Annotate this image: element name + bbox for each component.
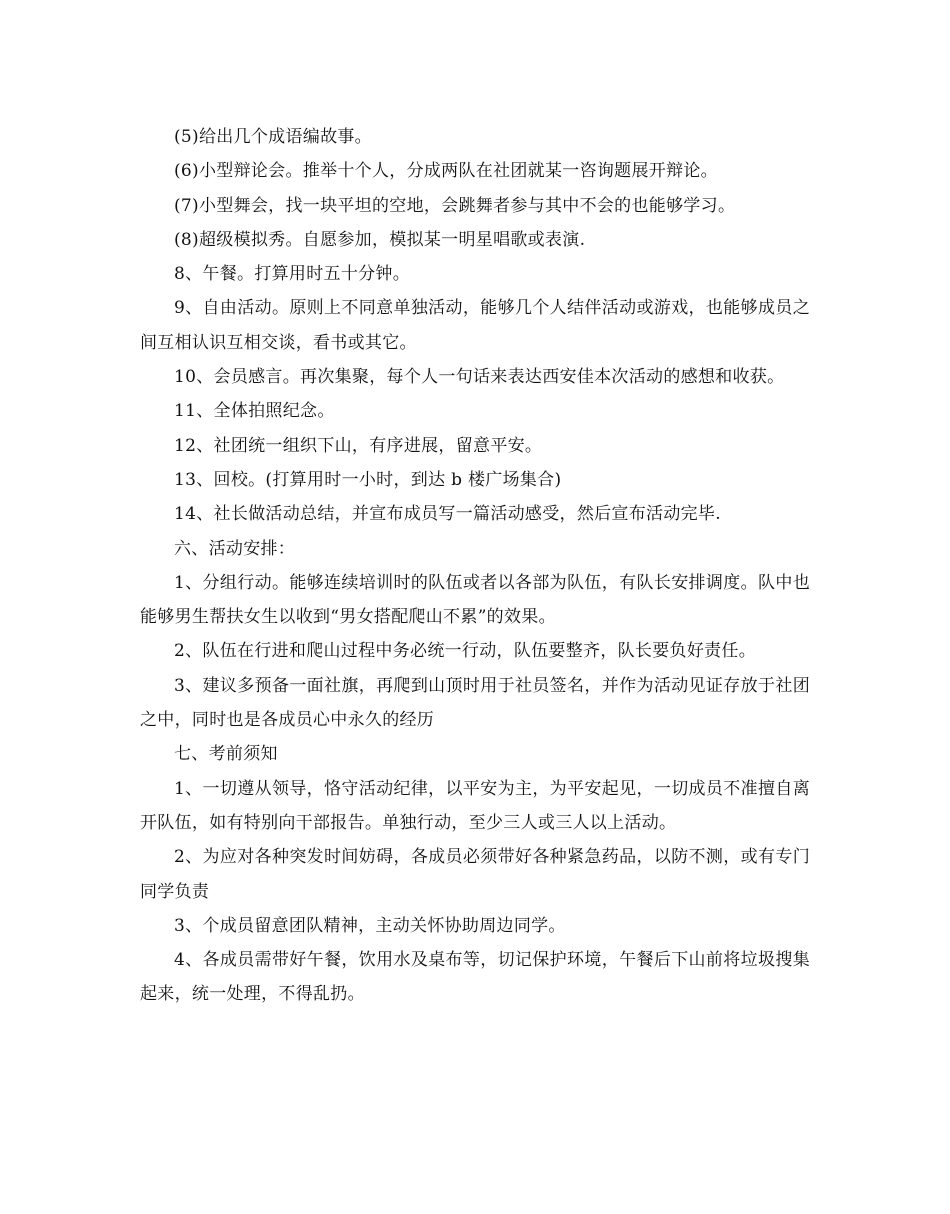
document-body [140,120,810,1012]
paragraph-group-photo: 11、全体拍照纪念。 [174,401,335,422]
paragraph-team-spirit: 3、个成员留意团队精神，主动关怀协助周边同学。 [174,915,566,936]
paragraph-lunch: 8、午餐。打算用时五十分钟。 [174,264,411,285]
paragraph-member-remarks: 10、会员感言。再次集聚，每个人一句话来表达西安佳本次活动的感想和收获。 [174,367,785,388]
paragraph-idiom-story: (5)给出几个成语编故事。 [174,127,372,147]
section-heading-arrangement: 六、活动安排： [174,538,296,559]
paragraph-follow-lead: 1、一切遵从领导，恪守活动纪律，以平安为主，为平安起见，一切成员不准擅自离开队伍，如有特别向干部报告。单独行动，至少三人或三人以上活动。 [140,778,810,833]
section-heading-notice: 七、考前须知 [174,744,278,765]
paragraph-club-flag: 3、建议多预备一面社旗，再爬到山顶时用于社员签名，并作为活动见证存放于社团之中，同时也是各成员心中永久的经历 [140,675,810,731]
paragraph-free-activity: 9、自由活动。原则上不同意单独活动，能够几个人结伴活动或游戏，也能够成员之间互相认识互相交谈，看书或其它。 [140,298,810,353]
paragraph-descend: 12、社团统一组织下山，有序进展，留意平安。 [174,435,543,456]
paragraph-return: 13、回校。(打算用时一小时，到达 b 楼广场集合) [174,469,562,490]
paragraph-environment: 4、各成员需带好午餐，饮用水及桌布等，切记保护环境，午餐后下山前将垃圾搜集起来，统一处理，不得乱扔。 [140,950,810,1005]
paragraph-imitation-show: (8)超级模拟秀。自愿参加，模拟某一明星唱歌或表演. [174,229,586,250]
paragraph-summary: 14、社长做活动总结，并宣布成员写一篇活动感受，然后宣布活动完毕. [174,504,721,525]
paragraph-debate: (6)小型辩论会。推举十个人，分成两队在社团就某一咨询题展开辩论。 [174,161,718,182]
paragraph-unified-action: 2、队伍在行进和爬山过程中务必统一行动，队伍要整齐，队长要负好责任。 [174,641,757,662]
paragraph-medicine: 2、为应对各种突发时间妨碍，各成员必须带好各种紧急药品，以防不测，或有专门同学负责 [140,847,810,902]
paragraph-dance: (7)小型舞会，找一块平坦的空地，会跳舞者参与其中不会的也能够学习。 [174,195,736,216]
paragraph-group-action: 1、分组行动。能够连续培训时的队伍或者以各部为队伍，有队长安排调度。队中也能够男生帮扶女生以收到“男女搭配爬山不累”的效果。 [140,572,810,628]
